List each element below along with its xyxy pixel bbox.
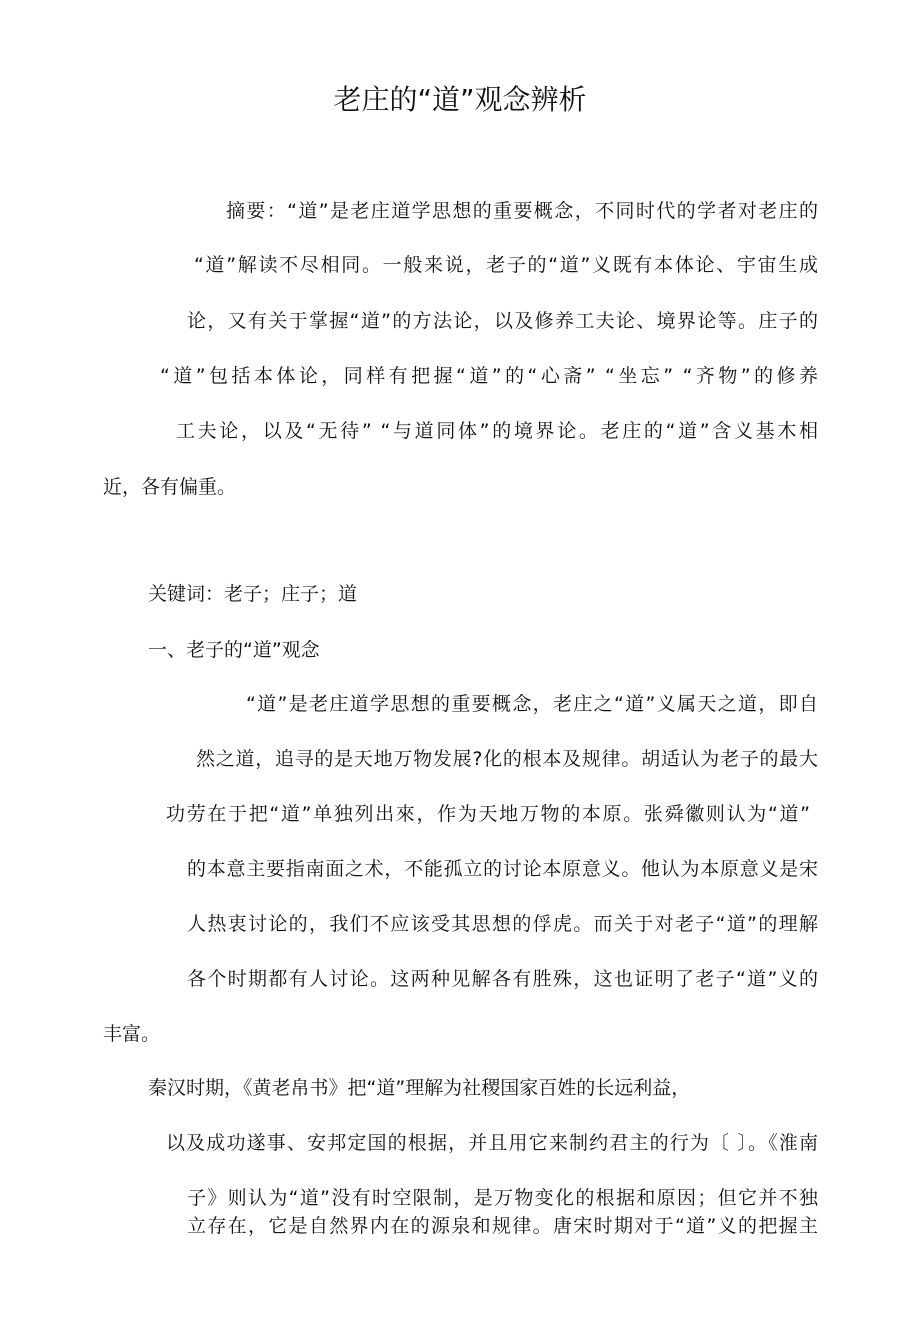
document-title: 老庄的“道”观念辨析 xyxy=(333,83,587,116)
paragraph-line: “道”是老庄道学思想的重要概念，老庄之“道”义属天之道，即自 xyxy=(246,693,818,715)
paragraph-line: 人热衷讨论的，我们不应该受其思想的俘虎。而关于对老子“道”的理解 xyxy=(187,913,818,935)
paragraph-line: 功劳在于把“道”单独列出來，作为天地万物的本原。张舜徽则认为“道” xyxy=(166,803,810,825)
abstract-line: 摘要：“道”是老庄道学思想的重要概念，不同时代的学者对老庄的 xyxy=(226,200,818,222)
abstract-line: “道”解读不尽相同。一般来说，老子的“道”义既有本体论、宇宙生成 xyxy=(194,254,818,276)
keywords: 关键词：老子；庄子；道 xyxy=(148,583,358,605)
section-heading: 一、老子的“道”观念 xyxy=(148,639,320,661)
abstract-line: “道”包括本体论，同样有把握“道”的“心斋” “坐忘” “齐物”的修养 xyxy=(160,365,818,387)
paragraph-line: 丰富。 xyxy=(103,1023,161,1045)
paragraph-line: 以及成功遂事、安邦定国的根据，并且用它来制约君主的行为〔 〕。《淮南 xyxy=(166,1132,818,1154)
paragraph-line: 子》则认为“道”没有时空限制，是万物变化的根据和原因；但它并不独 xyxy=(187,1187,818,1209)
abstract-line: 近，各有偏重。 xyxy=(103,476,237,498)
paragraph-line: 秦汉时期，《黄老帛书》把“道”理解为社稷国家百姓的长远利益， xyxy=(148,1077,691,1099)
paragraph-line: 立存在，它是自然界内在的源泉和规律。唐宋时期对于“道”义的把握主 xyxy=(187,1215,818,1237)
abstract-line: 工夫论，以及“无待” “与道同体”的境界论。老庄的“道”含义基木相 xyxy=(176,420,818,442)
paragraph-line: 的本意主要指南面之术，不能孤立的讨论本原意义。他认为本原意义是宋 xyxy=(187,858,818,880)
abstract-line: 论，又有关于掌握“道”的方法论，以及修养工夫论、境界论等。庄子的 xyxy=(187,310,818,332)
paragraph-line: 各个时期都有人讨论。这两种见解各有胜殊，这也证明了老子“道”义的 xyxy=(187,968,818,990)
paragraph-line: 然之道，追寻的是天地万物发展?化的根本及规律。胡适认为老子的最大 xyxy=(196,748,818,770)
